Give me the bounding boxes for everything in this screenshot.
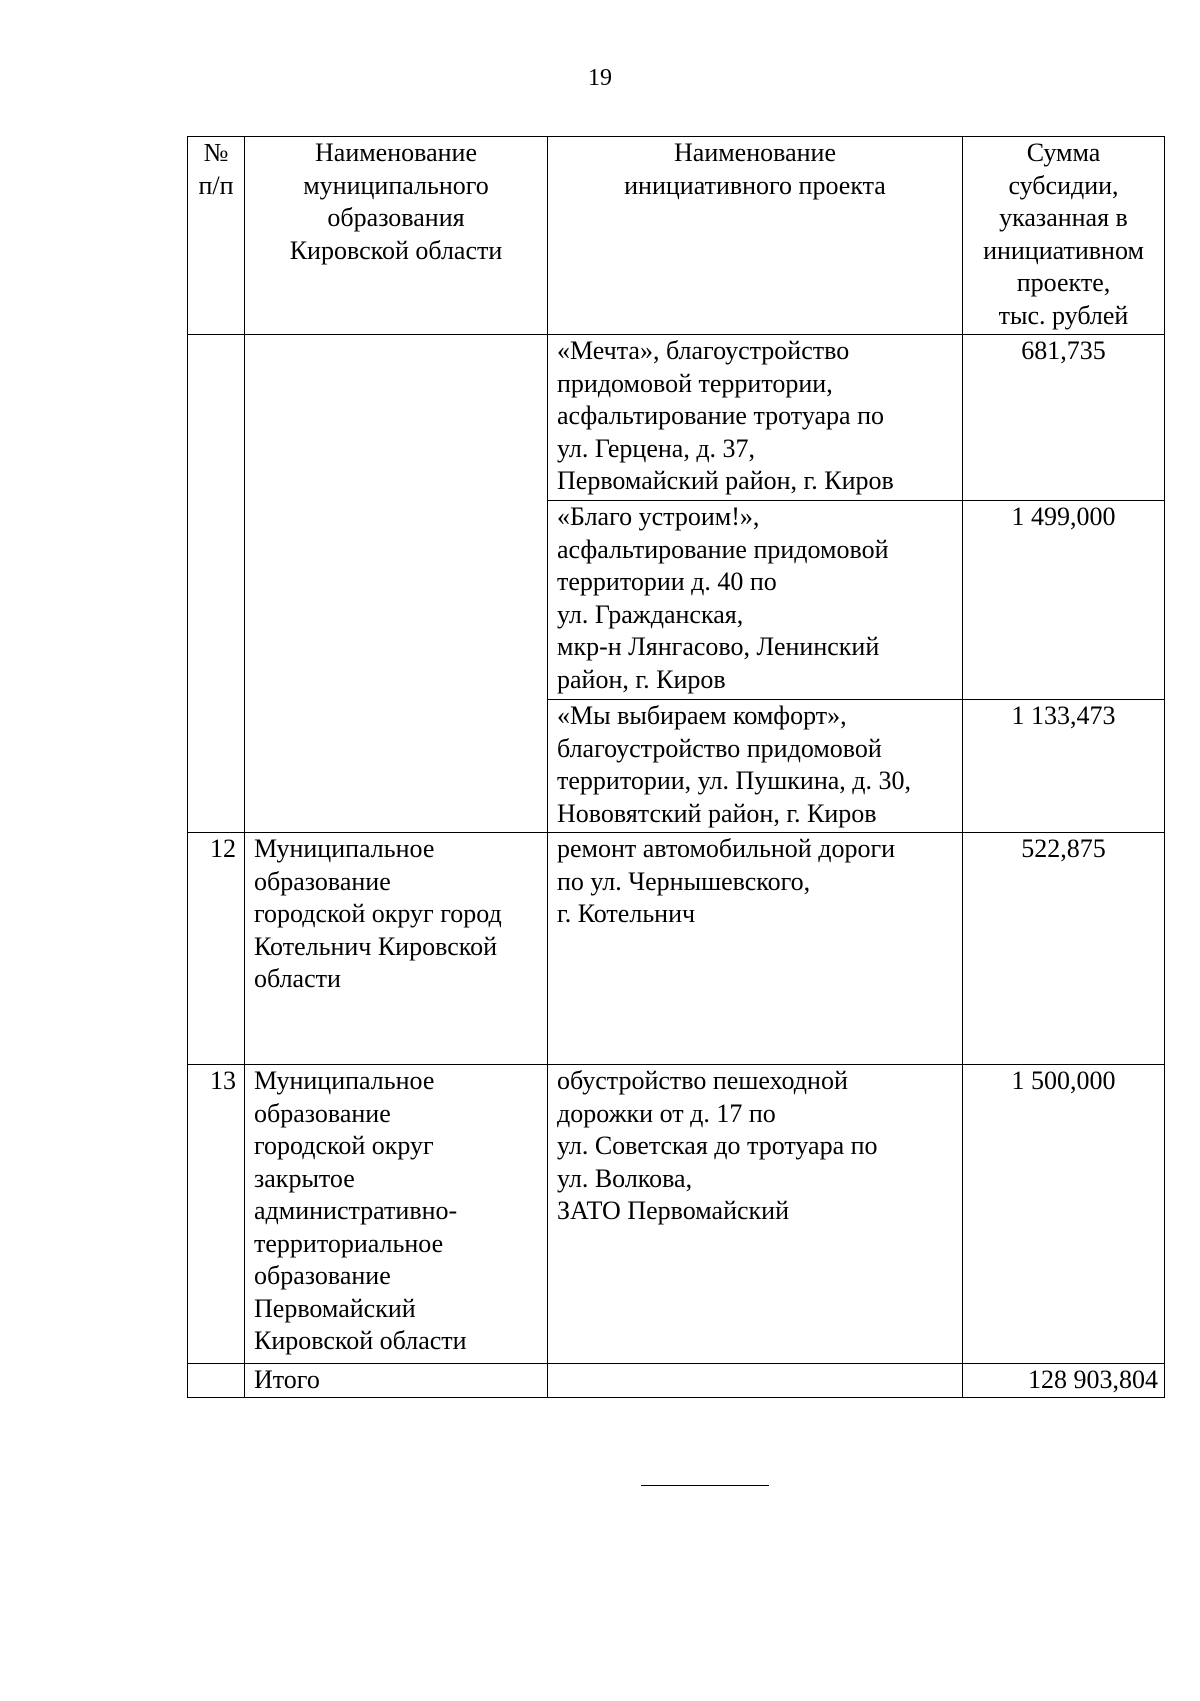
row-municipality-cell: Муниципальное образование городской округ закрытое административно- территориальное образование Первомайский Кировской области bbox=[245, 1065, 548, 1364]
total-project-cell bbox=[548, 1364, 963, 1398]
row-sum-cell: 1 500,000 bbox=[963, 1065, 1165, 1364]
header-project: Наименование инициативного проекта bbox=[548, 137, 963, 335]
table-row bbox=[188, 1065, 1165, 1364]
header-municipality: Наименование муниципального образования Кировской области bbox=[245, 137, 548, 335]
row-municipality-cell: Муниципальное образование городской округ город Котельнич Кировской области bbox=[245, 833, 548, 1065]
row-sum-cell: 1 133,473 bbox=[963, 700, 1165, 833]
total-sum: 128 903,804 bbox=[963, 1364, 1165, 1398]
total-label: Итого bbox=[245, 1364, 548, 1398]
row-municipality-cell bbox=[245, 335, 548, 833]
header-sum: Сумма субсидии, указанная в инициативном проекте, тыс. рублей bbox=[963, 137, 1165, 335]
row-project-cell: «Мы выбираем комфорт», благоустройство придомовой территории, ул. Пушкина, д. 30, Нововятский район, г. Киров bbox=[548, 700, 963, 833]
row-project-cell: «Благо устроим!», асфальтирование придомовой территории д. 40 по ул. Гражданская, мкр-н Лянгасово, Ленинский район, г. Киров bbox=[548, 501, 963, 700]
subsidy-table bbox=[187, 136, 1165, 1398]
row-project-cell: обустройство пешеходной дорожки от д. 17 по ул. Советская до тротуара по ул. Волкова, ЗАТО Первомайский bbox=[548, 1065, 963, 1364]
total-number-cell bbox=[188, 1364, 245, 1398]
row-number-cell bbox=[188, 335, 245, 833]
table-row bbox=[188, 833, 1165, 1065]
page-number: 19 bbox=[588, 65, 612, 91]
row-sum-cell: 522,875 bbox=[963, 833, 1165, 1065]
row-sum-cell: 681,735 bbox=[963, 335, 1165, 501]
row-number-cell: 12 bbox=[188, 833, 245, 1065]
table-total-row bbox=[188, 1364, 1165, 1398]
row-number-cell: 13 bbox=[188, 1065, 245, 1364]
row-project-cell: «Мечта», благоустройство придомовой территории, асфальтирование тротуара по ул. Герцена, д. 37, Первомайский район, г. Киров bbox=[548, 335, 963, 501]
row-sum-cell: 1 499,000 bbox=[963, 501, 1165, 700]
table-row bbox=[188, 335, 1165, 501]
header-number: № п/п bbox=[188, 137, 245, 335]
table-header-row bbox=[188, 137, 1165, 335]
row-project-cell: ремонт автомобильной дороги по ул. Чернышевского, г. Котельнич bbox=[548, 833, 963, 1065]
end-separator-line bbox=[641, 1485, 769, 1486]
